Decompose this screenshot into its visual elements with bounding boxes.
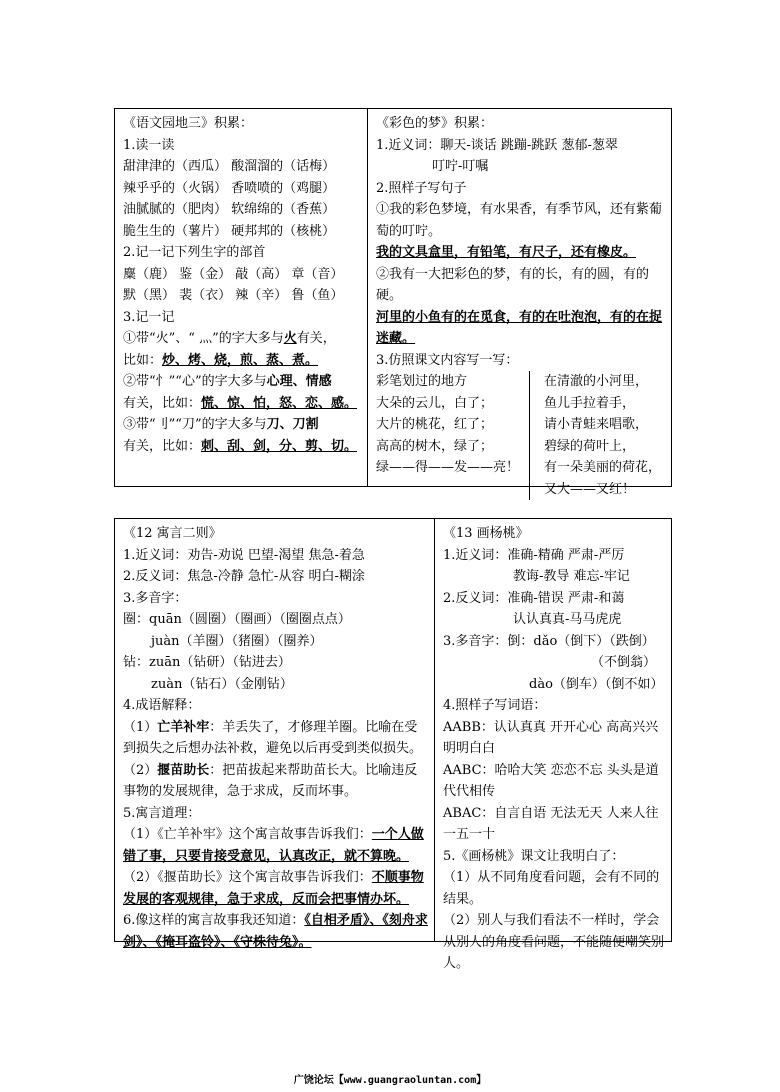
section-heading: 4.照样子写词语： xyxy=(443,698,547,713)
yuyan-erze-cell xyxy=(115,519,435,950)
top-table xyxy=(114,108,672,497)
word-pattern-abac: ABAC：自言自语 无法无天 人来人往 一五一十 xyxy=(443,805,659,842)
synonym-line: 教诲-教导 难忘-牢记 xyxy=(513,569,630,584)
hua-yangtao-cell xyxy=(435,519,671,971)
section-heading: 5.《画杨桃》课文让我明白了： xyxy=(443,848,625,864)
word-pattern-aabb: AABB：认认真真 开开心心 高高兴兴 明明白白 xyxy=(443,719,659,756)
synonym-line: 叮咛-叮嘱 xyxy=(432,159,489,174)
poem-line: 又大——又红！ xyxy=(544,481,636,497)
poem-line: 彩笔划过的地方 xyxy=(376,374,468,389)
poem-right xyxy=(529,371,665,500)
answer-sentence: 河里的小鱼有的在觅食，有的在吐泡泡，有的在捉迷藏。 xyxy=(376,309,663,346)
idiom-explanation: （2）揠苗助长：把苗拔起来帮助苗长大。比喻违反事物的发展规律，急于求成，反而坏事。 xyxy=(123,762,418,799)
section-heading: 2.记一记下列生字的部首 xyxy=(123,245,266,260)
word-line: 辣乎乎的（火锅） 香喷喷的（鸡腿） xyxy=(123,180,336,196)
rule-example: 比如：炒、烤、烧，煎、蒸、煮。 xyxy=(123,352,319,368)
poem-block xyxy=(376,371,665,500)
more-fables-line: 6.像这样的寓言故事我还知道：《自相矛盾》、《刻舟求剑》、《掩耳盗铃》、《守株待兔》。 xyxy=(123,913,428,950)
antonym-line: 2.反义词：准确-错误 严肃-和蔼 xyxy=(443,590,625,606)
example-sentence: ①我的彩色梦境，有水果香，有季节风，还有紫葡萄的叮咛。 xyxy=(376,202,663,239)
polyphone-line: 圈：quān（圆圈）（圈画）（圈圈点点） xyxy=(123,612,351,627)
synonym-line: 1.近义词：准确-精确 严肃-严厉 xyxy=(443,547,625,563)
poem-line: 在清澈的小河里， xyxy=(544,374,649,389)
antonym-line: 2.反义词：焦急-冷静 急忙-从容 明白-糊涂 xyxy=(123,569,365,584)
section-heading: 2.照样子写句子 xyxy=(376,180,467,196)
idiom-explanation: （1）亡羊补牢：羊丢失了，才修理羊圈。比喻在受到损失之后想办法补救，避免以后再受到类似损失。 xyxy=(123,719,423,756)
polyphone-line: dào（倒车）（倒不如） xyxy=(529,676,664,692)
poem-line: 鱼儿手拉着手， xyxy=(544,395,636,411)
polyphone-line: （不倒翁） xyxy=(591,655,657,670)
polyphone-line: juàn（羊圈）（猪圈）（圈养） xyxy=(151,633,323,649)
answer-sentence: 我的文具盒里，有铅笔，有尺子，还有橡皮。 xyxy=(376,245,637,260)
rule-example: 有关，比如：刺、刮、剑，分、剪、切。 xyxy=(123,438,358,454)
radical-line: 麋（鹿） 鉴（金） 敲（高） 章（音） xyxy=(123,266,344,282)
cell-title: 《语文园地三》积累： xyxy=(123,116,254,131)
rule-line: ②带“忄”“心”的字大多与心理、情感 xyxy=(123,374,332,389)
polyphone-line: 3.多音字：倒：dǎo（倒下）（跌倒） xyxy=(443,633,655,649)
section-heading: 3.记一记 xyxy=(123,309,175,325)
poem-line: 有一朵美丽的荷花， xyxy=(544,460,662,475)
poem-line: 绿——得——发——亮！ xyxy=(376,460,520,475)
cell-title: 《彩色的梦》积累： xyxy=(376,116,494,131)
caise-de-meng-cell xyxy=(368,109,671,497)
cell-title: 《12 寓言二则》 xyxy=(123,526,222,541)
moral-line: （2）《揠苗助长》这个寓言故事告诉我们：不顺事物发展的客观规律，急于求成，反而会把事情办坏。 xyxy=(123,870,424,907)
polyphone-line: zuàn（钻石）（金刚钻） xyxy=(151,676,293,692)
poem-line: 大朵的云儿，白了； xyxy=(376,395,494,411)
section-heading: 3.仿照课文内容写一写： xyxy=(376,352,519,368)
poem-line: 高高的树木，绿了； xyxy=(376,438,494,454)
word-line: 油腻腻的（肥肉） 软绵绵的（香蕉） xyxy=(123,202,336,217)
lesson-point: （1）从不同角度看问题，会有不同的结果。 xyxy=(443,870,660,907)
poem-line: 大片的桃花，红了； xyxy=(376,417,494,432)
cell-title: 《13 画杨桃》 xyxy=(443,526,529,541)
page-footer: 广饶论坛【www.guangraoluntan.com】 xyxy=(293,1075,487,1086)
poem-left xyxy=(376,371,519,500)
antonym-line: 认认真真-马马虎虎 xyxy=(513,612,622,627)
section-heading: 4.成语解释： xyxy=(123,698,201,713)
polyphone-line: 钻：zuān（钻研）（钻进去） xyxy=(123,655,291,670)
synonym-line: 1.近义词：劝告-劝说 巴望-渴望 焦急-着急 xyxy=(123,547,365,563)
moral-line: （1）《亡羊补牢》这个寓言故事告诉我们：一个人做错了事，只要肯接受意见，认真改正，就不算晚。 xyxy=(123,827,424,864)
word-pattern-aabc: AABC：哈哈大笑 恋恋不忘 头头是道 代代相传 xyxy=(443,762,659,799)
radical-line: 默（黑） 裴（衣） 辣（辛） 鲁（鱼） xyxy=(123,288,344,303)
poem-line: 碧绿的荷叶上， xyxy=(544,438,636,454)
example-sentence: ②我有一大把彩色的梦，有的长，有的圆，有的硬。 xyxy=(376,266,650,303)
section-heading: 1.读一读 xyxy=(123,137,175,153)
lesson-point: （2）别人与我们看法不一样时，学会从别人的角度看问题，不能随便嘲笑别人。 xyxy=(443,913,665,971)
section-heading: 3.多音字： xyxy=(123,590,188,606)
poem-line: 请小青蛙来唱歌， xyxy=(544,417,649,432)
rule-line: ③带“刂”“刀”的字大多与刀、刀割 xyxy=(123,417,319,432)
yuwen-yuandi-cell xyxy=(115,109,368,486)
rule-line: ①带“火”、“ 灬”的字大多与火有关， xyxy=(123,331,336,346)
rule-example: 有关，比如：慌、惊、怕，怒、恋、感。 xyxy=(123,395,358,411)
section-heading: 5.寓言道理： xyxy=(123,805,201,821)
word-line: 脆生生的（薯片） 硬邦邦的（核桃） xyxy=(123,223,336,239)
bottom-table xyxy=(114,518,672,971)
word-line: 甜津津的（西瓜） 酸溜溜的（话梅） xyxy=(123,159,336,174)
synonym-line: 1.近义词：聊天-谈话 跳蹦-跳跃 葱郁-葱翠 xyxy=(376,137,618,153)
